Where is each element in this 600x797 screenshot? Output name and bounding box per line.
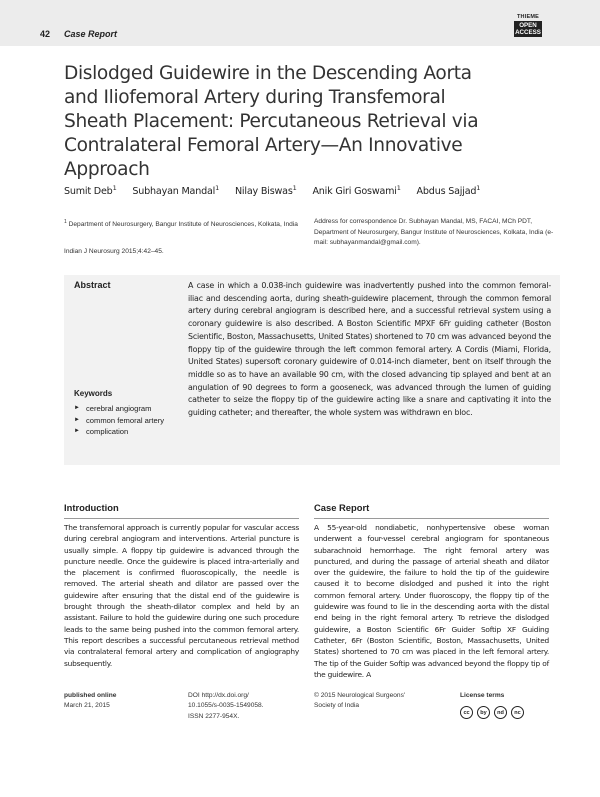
issn: ISSN 2277-954X.: [188, 712, 240, 720]
section-label: Case Report: [64, 29, 118, 39]
author: [312, 186, 400, 197]
page-number: 42: [40, 29, 51, 39]
open-access-line-1: OPEN: [519, 22, 537, 29]
correspondence-address: Address for correspondence Dr. Subhayan Mandal, MS, FACAI, MCh PDT, Department of Neurosurgery, Bangur Institute of Neurosciences, Kolkata, India (e-mail: subhayanmandal@gmail.com).: [314, 218, 554, 247]
license-icons[interactable]: [460, 706, 560, 719]
arrow-bullet-icon: ►: [74, 428, 80, 435]
affiliation-text: Department of Neurosurgery, Bangur Institute of Neurosciences, Kolkata, India: [68, 221, 298, 229]
keyword-item: [74, 415, 184, 427]
author-name: Sumit Deb: [64, 186, 113, 198]
journal-reference: Indian J Neurosurg 2015;4:42–45.: [64, 248, 164, 255]
doi-url[interactable]: http://dx.doi.org/: [201, 692, 249, 699]
keywords-heading: Keywords: [74, 389, 113, 398]
arrow-bullet-icon: ►: [74, 405, 80, 411]
author-name: Anik Giri Goswami: [312, 186, 397, 198]
keyword-item: [74, 403, 184, 415]
article-title: Dislodged Guidewire in the Descending Aorta and Iliofemoral Artery during Transfemoral Sheath Placement: Percutaneous Retrieval via Contralateral Femoral Artery—An Innovative Approach: [64, 63, 479, 180]
author-name: Subhayan Mandal: [132, 186, 216, 198]
license-label: License terms: [460, 692, 505, 699]
keyword-text: common femoral artery: [86, 415, 165, 425]
author-list: [64, 184, 504, 197]
author-affil-mark: 1: [215, 184, 220, 192]
copyright-line-1: © 2015 Neurological Surgeons': [314, 692, 406, 699]
author: [64, 186, 117, 197]
author: [235, 186, 297, 197]
published-date: March 21, 2015: [64, 702, 110, 710]
affiliation-mark: 1: [64, 219, 67, 225]
case-report-heading: Case Report: [314, 502, 549, 519]
author-affil-mark: 1: [292, 184, 297, 192]
doi-info: [188, 691, 308, 722]
header-band: [0, 0, 600, 46]
keyword-text: complication: [86, 427, 129, 437]
author-name: Nilay Biswas: [234, 186, 293, 198]
author-name: Abdus Sajjad: [416, 186, 477, 198]
keywords-list: [74, 403, 184, 438]
abstract-text: A case in which a 0.038-inch guidewire was inadvertently pushed into the common femoral-iliac and descending aorta, during sheath-guidewire placement, through the common femoral artery during cerebral angiogram is described here, and a successful retrieval system using a coronary guidewire is also described. A Boston Scientific MPXF 6Fr guiding catheter (Boston Scientific, Boston, Massachusetts, United States) shortened to 70 cm was advanced beyond the floppy tip of the guidewire through the left common femoral artery. A Cordis (Miami, Florida, United States) supersoft coronary guidewire of 0.014-inch diameter, bent on itself through the middle so as to have an available 90 cm, with the closed advancing tip splayed and bent at an angulation of 90 degrees to form a gooseneck, was advanced through the lumen of guiding catheter to seize the floppy tip of the guidewire acting like a snare and captivating it into the guiding catheter; and thereafter, the whole system was withdrawn en bloc.: [188, 281, 551, 418]
author: [417, 186, 481, 197]
author-affil-mark: 1: [112, 184, 117, 192]
cc-icon: cc: [460, 706, 473, 719]
abstract-heading: Abstract: [74, 280, 111, 290]
introduction-heading: Introduction: [64, 502, 299, 519]
affiliation: [64, 217, 304, 230]
publisher-brand: THIEME: [517, 14, 539, 20]
thieme-open-access-logo: [514, 14, 542, 37]
doi-id: 10.1055/s-0035-1549058.: [188, 702, 264, 710]
published-label: published online: [64, 692, 117, 699]
author: [132, 186, 219, 197]
copyright-line-2: Society of India: [314, 702, 360, 710]
no-derivatives-icon: nd: [494, 706, 507, 719]
copyright: [314, 691, 454, 712]
keyword-text: cerebral angiogram: [86, 404, 152, 413]
introduction-text: The transfemoral approach is currently popular for vascular access during cerebral angiogram and interventions. Arterial puncture is usually simple. A floppy tip guidewire is advanced through the puncture needle. Once the guidewire is placed intra-arterially and the placement is confirmed fluoroscopically, the needle is removed. The arterial sheath and dilator are passed over the guidewire after ensuring that the distal end of the guidewire is brought through the sheath-dilator complex and held by an assistant. Failure to hold the guidewire during one such procedure leads to the same being pushed into the common femoral artery. This report describes a successful percutaneous retrieval method via contralateral femoral artery and complication of angiography subsequently.: [64, 523, 299, 668]
publication-info: [64, 691, 174, 712]
by-attribution-icon: by: [477, 706, 490, 719]
license-terms: [460, 691, 560, 719]
author-affil-mark: 1: [396, 184, 401, 192]
case-report-text: A 55-year-old nondiabetic, nonhypertensive obese woman underwent a four-vessel cerebral angiogram for spontaneous subarachnoid hemorrhage. The right femoral artery was punctured, and during the passage of arterial sheath and dilator over the guidewire, the failure to hold the tip of the guidewire caused it to become dislodged and pushed it into the right common femoral artery. Under fluoroscopy, the floppy tip of the guidewire was found to lie in the descending aorta with the distal end being in the right femoral artery. To retrieve the dislodged guidewire, a Boston Scientific 6Fr Guider Softip XF Guiding Catheter, 6Fr (Boston Scientific, Boston, Massachusetts, United States) shortened to 70 cm was placed in the left femoral artery. The tip of the Guider Softip was advanced beyond the floppy tip of the guidewire. A: [314, 523, 549, 679]
keyword-item: [74, 426, 184, 438]
open-access-line-2: ACCESS: [515, 29, 541, 36]
non-commercial-icon: nc: [511, 706, 524, 719]
author-affil-mark: 1: [476, 184, 481, 192]
open-access-badge: [514, 21, 542, 37]
arrow-bullet-icon: ►: [74, 416, 80, 423]
doi-label: DOI: [188, 692, 200, 699]
